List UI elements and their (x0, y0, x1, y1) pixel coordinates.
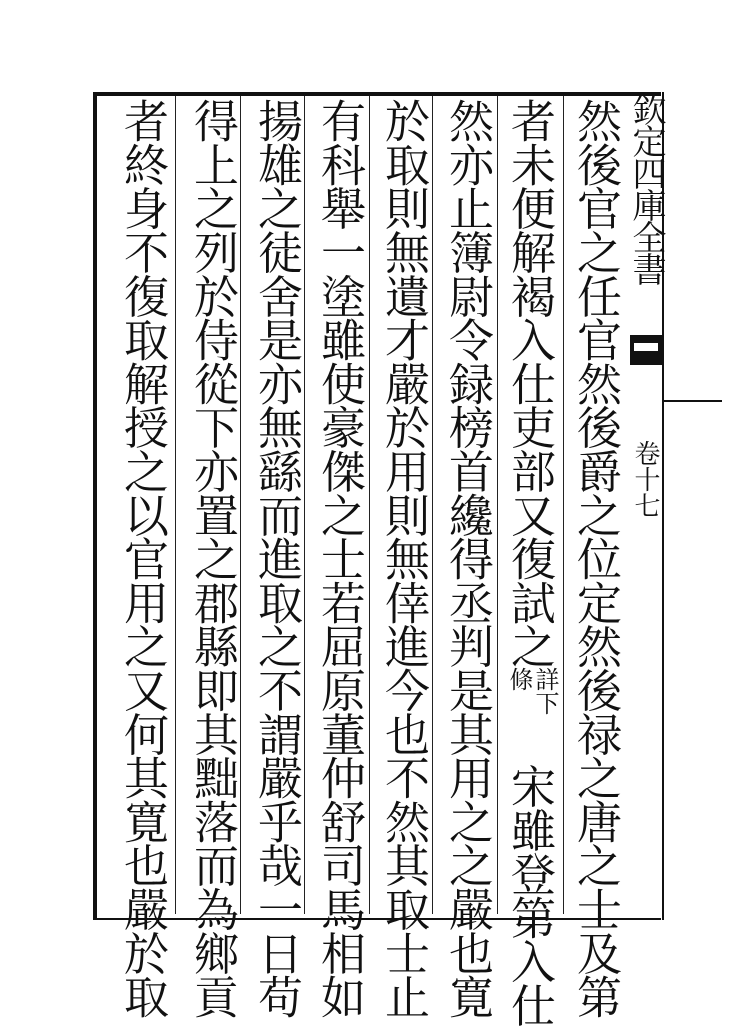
column-text: 者未便解褐入仕吏部又復試之 (503, 98, 556, 668)
column-rule (432, 96, 433, 914)
series-title: 欽定四庫全書 (626, 92, 666, 284)
note-line-2: 條 (505, 667, 533, 692)
text-column-3 (438, 98, 496, 1018)
text-column-4 (374, 98, 432, 1018)
column-rule (175, 96, 176, 914)
text-column-7 (183, 98, 241, 1018)
text-column-6 (247, 98, 305, 1018)
column-rule (563, 96, 564, 914)
margin-divider (662, 400, 722, 402)
column-rule (369, 96, 370, 914)
column-rule (497, 96, 498, 914)
juan-number: 卷十七 (630, 440, 660, 518)
column-text: 有科舉一塗雖使豪傑之士若屈原董仲舒司馬相如 (313, 98, 366, 1018)
text-column-1 (566, 98, 624, 1018)
column-text: 然亦止簿尉令録榜首纔得丞判是其用之之嚴也寛 (441, 98, 494, 1018)
column-text-continued: 宋雖登第入仕 (503, 763, 556, 1026)
column-text: 得上之列於侍從下亦置之郡縣即其黜落而為鄉貢 (186, 98, 239, 1018)
fishtail-mark-icon (630, 335, 662, 365)
interlinear-note (506, 667, 558, 763)
margin-strip (662, 92, 706, 920)
column-text: 然後官之任官然後爵之位定然後禄之唐之士及第 (569, 98, 622, 1018)
column-text: 揚雄之徒舍是亦無繇而進取之不謂嚴乎哉一日苟 (250, 98, 303, 1018)
text-column-8 (113, 98, 171, 1018)
text-column-2 (500, 98, 559, 1026)
column-text: 者終身不復取解授之以官用之又何其寛也嚴於取 (116, 98, 169, 1018)
column-text: 於取則無遺才嚴於用則無倖進今也不然其取士止 (377, 98, 430, 1018)
note-line-1: 詳下 (531, 667, 559, 716)
text-column-5 (310, 98, 368, 1018)
